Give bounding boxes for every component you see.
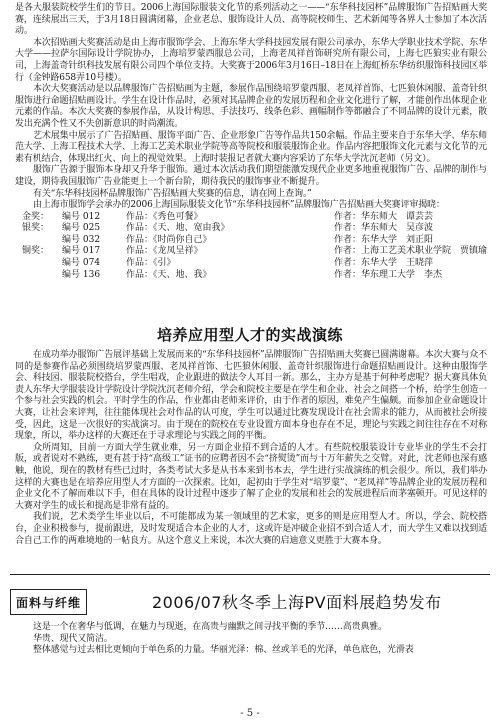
award-row-bronze-2: [22, 258, 486, 270]
paragraph: 这是一个在奢华与低调，在魅力与现逝，在高贵与幽默之间寻找平衡的季节……高贵典雅。: [33, 622, 388, 632]
paragraph: 本次招贴画大奖赛活动是由上海市服饰学会、上海东华大学科技园发展有限公司承办，东华大学职业技术学院、东华大学——拉萨尔国际设计学院协办，上海培罗蒙西服总公司，上海老凤祥首饰研究所有限公司，上海七匹狼实业有限公司，上海盖奇针织科技发展有限公司四个单位支持。大奖赛于2006年3月16日–18日在上海虹桥东华纺织服饰科技园区举行（金钟路658弄10号楼）。: [15, 37, 487, 83]
award-number: 编号 032: [62, 234, 101, 245]
paragraph: 在成功举办服饰广告展评基础上发展而来的“东华科技园杯”品牌服饰广告招贴画大奖赛已圆满谢幕。本次大赛与众不同的是参赛作品必须围绕培罗蒙西服、老凤祥首饰、七匹狼休闲服、盖奇针织服饰进行命题招贴画设计。这种由服饰学会、科技园、服装院校搭台，学生唱戏，企业跟进的做法令人耳目一新。那么，主办方是基于何种考虑呢？据大赛具体负责人东华大学服装设计学院设计学院沈沉老师介绍，学会和院校主要是在学生和企业、社会之间搭一个桥，给学生创造一个参与社会实践的机会。平时学生的作品，作业都由老师来评价，由于作者的原因，难免产生偏颇。而参加企业命题设计大赛，让社会来评判，往往能体现社会对作品的认可度，学生可以通过比赛发现设计在社会需求的能力，从而被社会所接受，因此，这是一次很好的实战演习。由于现在的院校在专业设置方面本身也存在不足，理论与实践之间往往存在不对称现象，所以，举办这样的大赛还在于寻求理论与实践之间的平衡。: [15, 350, 487, 442]
award-level: 金奖：: [22, 211, 50, 222]
award-work: 作品：《时尚你自己》: [126, 234, 212, 245]
award-number: 编号 012: [62, 211, 101, 222]
award-row-bronze-3: [22, 270, 486, 282]
award-work: 作品：《秀色可餐》: [126, 211, 203, 222]
award-number: 编号 017: [62, 246, 101, 257]
article-fabric-trends: [0, 622, 500, 657]
article-applied-talent: [0, 350, 500, 547]
award-number: 编号 136: [62, 269, 101, 280]
award-author: 作者：华东师大 吴彦波: [334, 223, 434, 234]
section-divider: [10, 574, 490, 575]
paragraph: 众所周知，目前一方面大学生就业难，另一方面企业招不到合适的人才。有些院校服装设计专业毕业的学生不会打版，或者说对不熟练，更有甚于持“高级工”证书的应聘者因不会“挤熨烫”而与十万年薪失之交臂。对此，沈老师也深有感触，他说，现在的教材有些已过时，各类考试大多是从书本来到书本去，学生进行实战演练的机会很少。所以，我们举办这样的大赛也是在培养应用型人才方面的一次探索。比如，起初由于学生对“培罗蒙”、“老凤祥”等品牌企业的发展历程和企业文化不了解而难以下手，但在具体的设计过程中逐步了解了企业的发展和社会的发展进程后而茅塞顿开。可见这样的大赛对学生的成长和提高是非常有益的。: [15, 442, 487, 511]
paragraph: 华贵、现代又简洁。: [33, 633, 113, 644]
paragraph: 我们说，艺术类学生毕业以后，不可能都成为某一领域里的艺术家，更多的则是应用型人才。所以，学会、院校搭台，企业积极参与，提前跟进，及时发现适合本企业的人才，这或许是冲破企业招不到合适人才，而大学生又难以找到适合自己工作的两难境地的一帖良方。从这个意义上来说，本次大赛的启迪意义更胜于大赛本身。: [15, 512, 487, 546]
award-work: 作品：《天、地、我》: [126, 269, 212, 280]
award-author: 作者：东华大学 刘正阳: [334, 234, 434, 245]
award-work: 作品：《天、地、宽由我》: [126, 223, 230, 234]
award-level: [22, 235, 62, 247]
award-work: 作品：《龙凤呈祥》: [126, 246, 203, 257]
article-heading-applied-talent: 培养应用型人才的实战演练: [156, 326, 343, 344]
award-work: 作品：《引》: [126, 258, 176, 269]
award-row-gold: [22, 212, 486, 224]
paragraph: 服饰广告源于服饰本身却又升华于服饰。通过本次活动我们期望能激发现代企业更多地重视服饰广告、品牌的制作与建设，期待我国服饰广告业能更上一个新台阶，期待我民的服饰事业不断提升。: [15, 165, 487, 187]
paragraph: 本次大奖赛活动是以品牌服饰广告招贴画为主题，参展作品围绕培罗蒙西服、老凤祥首饰、七匹狼休闲服、盖奇针织服饰进行命题招贴画设计。学生在设计作品时，必须对其品牌企业的发展历程和企业文化进行了解，才能创作出体现企业元素的作品。本次大奖赛的参展作品，从设计构思、手法技巧、线条色彩、画幅制作等都融合了不同品牌的设计元素，散发出充满个性又不失创新意识的时尚潮流。: [15, 84, 487, 129]
paragraph: 由上海市服饰学会承办的2006上海国际服装文化节“东华科技园杯”品牌服饰广告招贴画大奖赛评审揭晓：: [33, 200, 445, 211]
award-number: 编号 074: [62, 258, 101, 269]
award-row-silver-2: [22, 235, 486, 247]
award-level: [22, 258, 62, 270]
article-competition-results: [0, 3, 500, 281]
award-level: 铜奖：: [22, 246, 50, 257]
award-level: [22, 270, 62, 282]
award-level: 银奖：: [22, 223, 50, 234]
award-row-silver-1: [22, 223, 486, 235]
paragraph: 艺术展集中展示了广告招贴画、服饰平面广告、企业形象广告等作品共150余幅。作品主要来自于东华大学、华东师范大学、上海工程技术大学、上海工艺美术职业学院等高等院校和服装服饰企业。作品内容把服饰文化元素与文化节的元素有机结合，体现出红火、向上的视觉效果。上海时装报记者就大赛内容采访了东华大学沈沉老师（另文）。: [15, 130, 487, 164]
paragraph: 是各大服装院校学生们的节日。2006上海国际服装文化节的系列活动之一——“东华科技园杯”品牌服饰广告招贴画大奖赛，连续展出三天，于3月18日圆满闭幕，企业老总、服饰设计人员、高等院校师生、艺术新闻等各界人士参加了本次活动。: [15, 3, 487, 37]
award-number: 编号 025: [62, 223, 101, 234]
article-heading-fabric-trends: 2006/07秋冬季上海PV面料展趋势发布: [152, 593, 442, 612]
award-author: 作者：东华大学 王晓萍: [334, 258, 434, 269]
award-list: [0, 212, 500, 282]
award-author: 作者：上海工艺美术职业学院 贾镇瑜: [334, 246, 488, 257]
award-author: 作者：华东师大 谭芸芸: [334, 211, 434, 222]
column-tag: 面料与纤维: [10, 589, 87, 615]
page-number: - 5 -: [240, 708, 260, 719]
award-author: 作者：华东理工大学 李杰: [334, 269, 443, 280]
award-row-bronze-1: [22, 246, 486, 258]
paragraph: 有关“东华科技园杯品牌服饰广告招贴画大奖赛的信息，请在网上查询。”: [33, 188, 312, 199]
paragraph: 整体感觉与过去相比更倾向于单色系的力量。华丽光泽：棉、丝或羊毛的光泽，单色底色，光滑表: [33, 645, 414, 656]
